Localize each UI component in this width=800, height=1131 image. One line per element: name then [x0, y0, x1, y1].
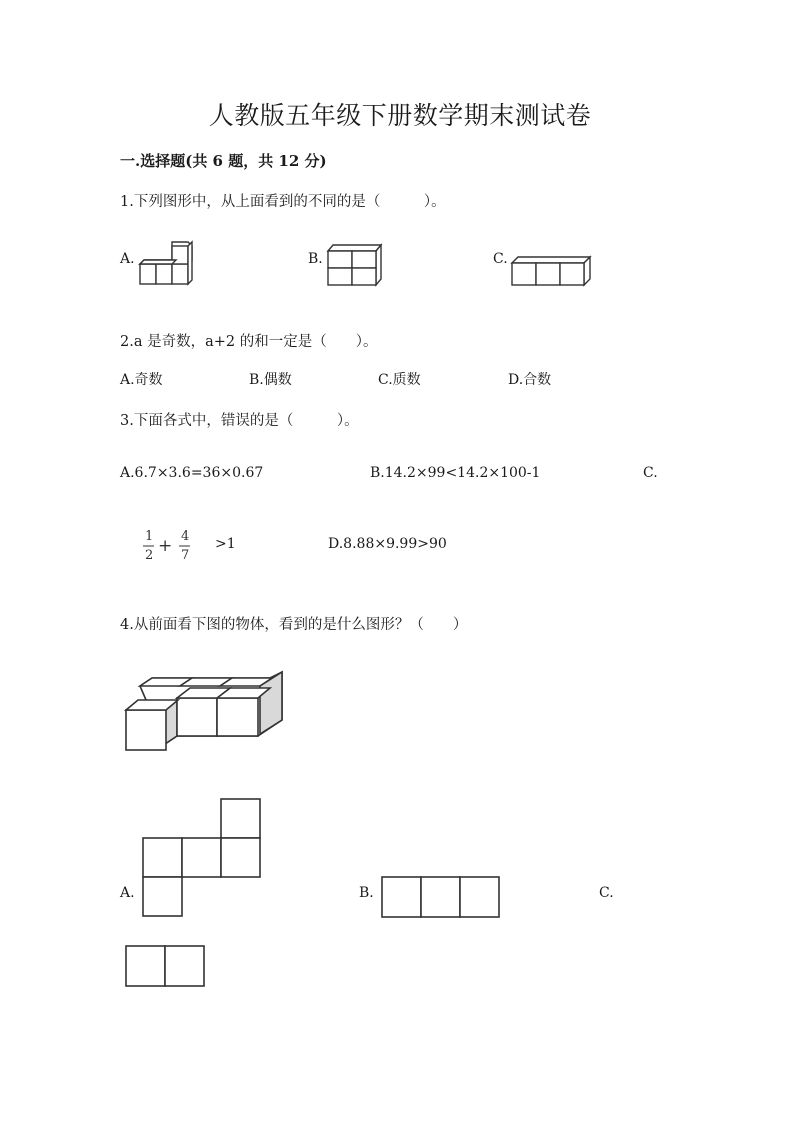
q3-option-a: A.6.7×3.6=36×0.67: [120, 465, 264, 481]
fraction-2-numerator: 4: [181, 529, 190, 544]
q1-option-a-figure: [136, 240, 196, 288]
q3-option-c-label: C.: [643, 465, 658, 481]
q4-option-a-figure: [142, 798, 264, 920]
q4-option-b-figure: [381, 876, 503, 920]
question-3: 3.下面各式中，错误的是（ ）。: [120, 413, 359, 429]
q3-option-c-rest: >1: [215, 536, 236, 552]
q1-option-a-label: A.: [120, 251, 135, 267]
question-2: 2.a 是奇数，a+2 的和一定是（ ）。: [120, 334, 378, 350]
q3-option-b: B.14.2×99<14.2×100-1: [370, 465, 541, 481]
q1-option-c-label: C.: [493, 251, 508, 267]
q4-option-a-label: A.: [120, 885, 135, 901]
fraction-2-bar: [179, 545, 191, 547]
q4-object-figure: [120, 668, 290, 758]
fraction-1-denominator: 2: [145, 548, 154, 563]
q1-option-b-label: B.: [308, 251, 323, 267]
question-1: 1.下列图形中，从上面看到的不同的是（ ）。: [120, 194, 446, 210]
page-title: 人教版五年级下册数学期末测试卷: [208, 101, 592, 130]
question-4: 4.从前面看下图的物体，看到的是什么图形？（ ）: [120, 617, 468, 633]
section-heading: 一.选择题(共 6 题，共 12 分): [120, 152, 327, 170]
q4-option-c-label: C.: [599, 885, 614, 901]
q4-option-c-figure: [125, 945, 207, 989]
fraction-1-numerator: 1: [145, 529, 154, 544]
q1-option-c-figure: [510, 255, 594, 287]
q2-option-d: D.合数: [508, 372, 552, 388]
fraction-2-denominator: 7: [181, 548, 190, 563]
q2-option-a: A.奇数: [120, 372, 163, 388]
q2-option-b: B.偶数: [249, 372, 292, 388]
q1-option-b-figure: [326, 243, 384, 287]
q4-option-b-label: B.: [359, 885, 374, 901]
q3-option-d: D.8.88×9.99>90: [328, 536, 447, 552]
fraction-1-bar: [143, 545, 155, 547]
plus-sign: +: [158, 536, 173, 556]
q2-option-c: C.质数: [378, 372, 421, 388]
